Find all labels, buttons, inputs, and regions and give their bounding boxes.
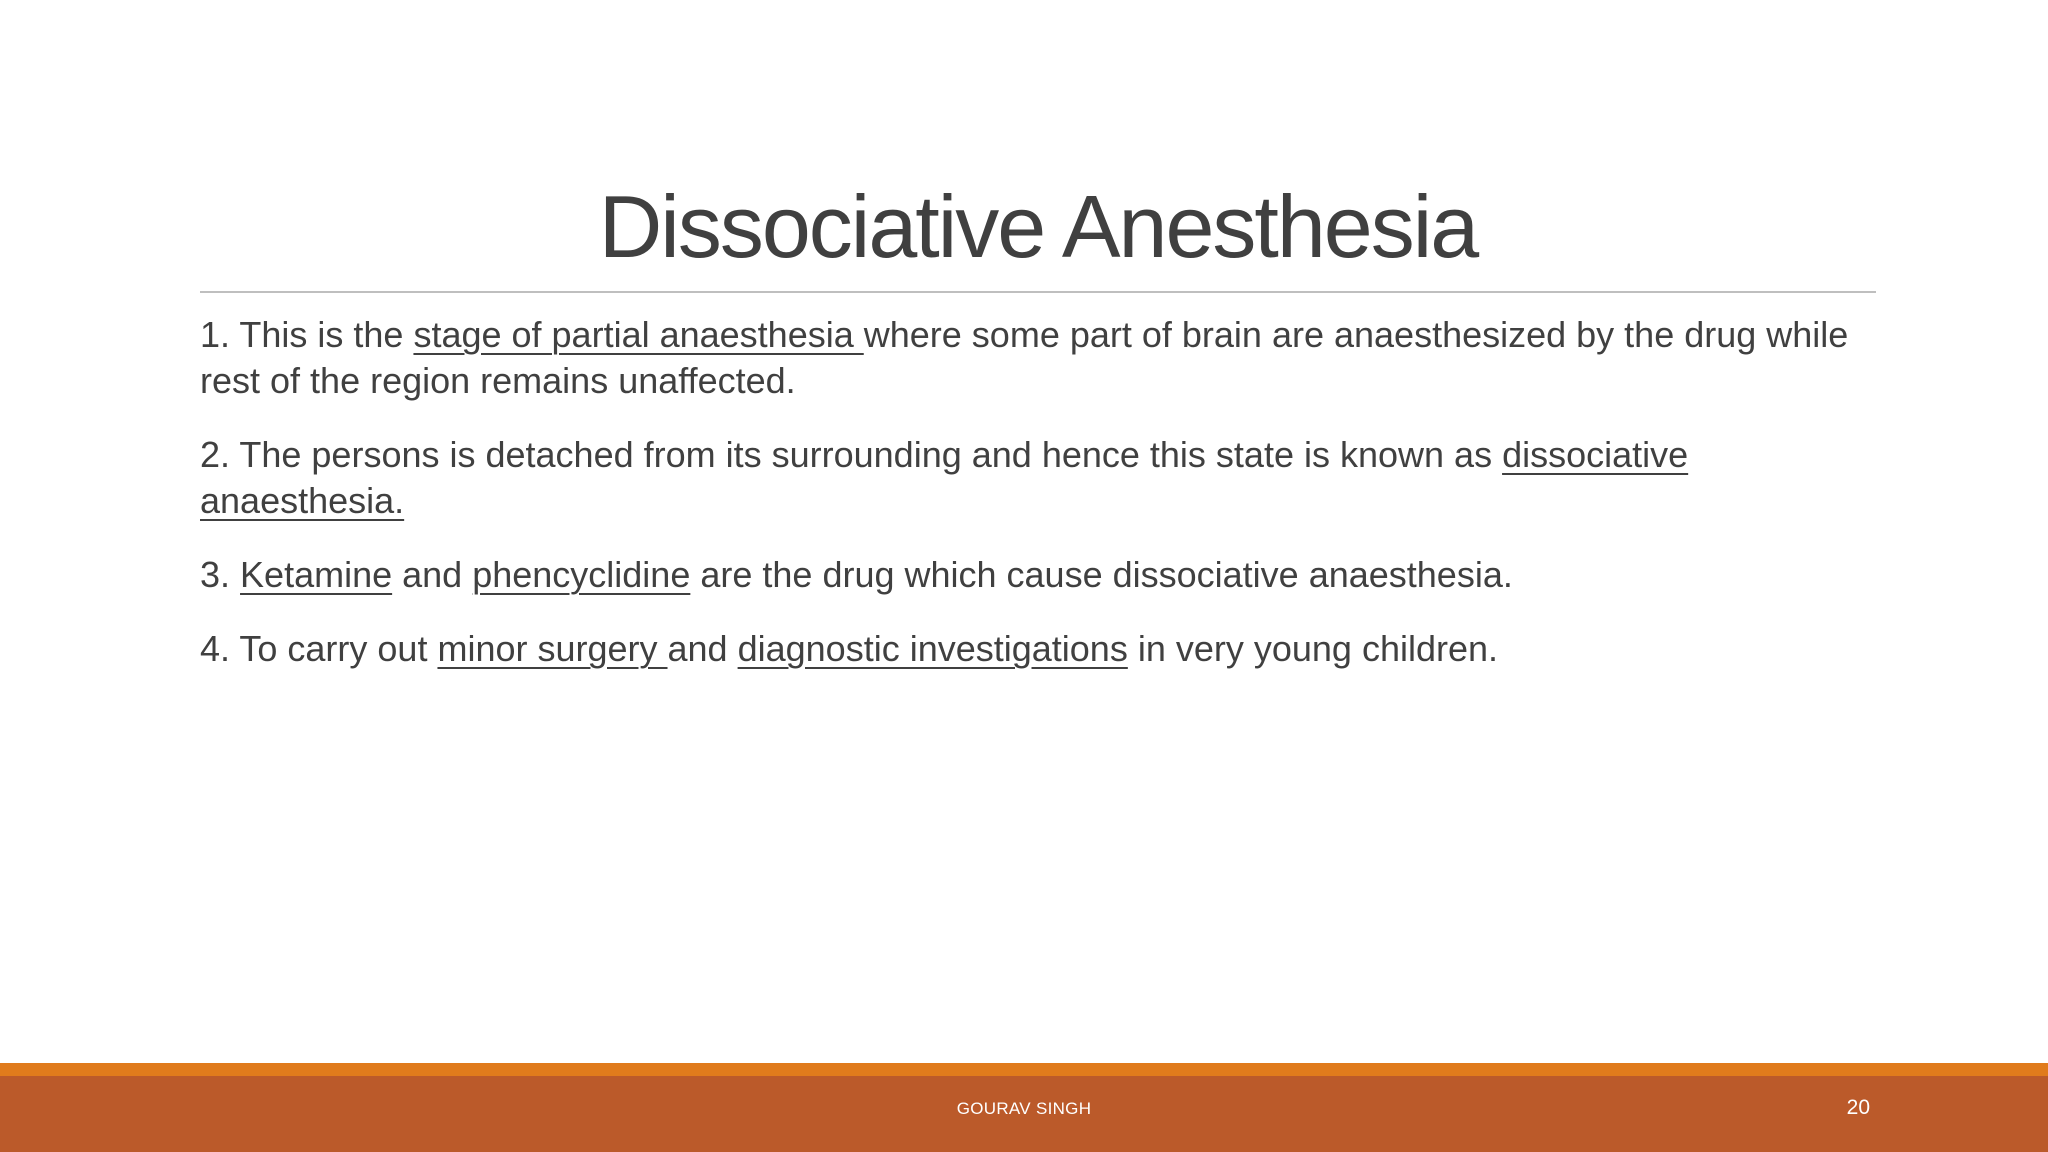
point-3-text: and xyxy=(392,554,473,595)
point-3-underlined-term: phencyclidine xyxy=(472,554,691,595)
point-1 xyxy=(200,312,1876,404)
point-4-text: and xyxy=(667,628,738,669)
point-3 xyxy=(200,552,1876,598)
slide-title: Dissociative Anesthesia xyxy=(598,177,1478,276)
point-2-underlined-term: dissociative anaesthesia. xyxy=(200,434,1689,521)
page-number: 20 xyxy=(1846,1096,1870,1119)
point-2-text: 2. The persons is detached from its surrounding and hence this state is known as xyxy=(200,434,1503,475)
point-1-underlined-term: stage of partial anaesthesia xyxy=(413,314,864,355)
slide-body xyxy=(200,312,1876,700)
title-divider xyxy=(200,291,1876,293)
point-1-text: where some part of brain are anaesthesized by the drug while rest of the region remains unaffected. xyxy=(200,314,1849,401)
point-4-underlined-term: minor surgery xyxy=(437,628,668,669)
point-2 xyxy=(200,432,1876,524)
point-3-text: are the drug which cause dissociative anaesthesia. xyxy=(690,554,1513,595)
point-4-underlined-term: diagnostic investigations xyxy=(737,628,1128,669)
point-3-text: 3. xyxy=(200,554,241,595)
footer-author: GOURAV SINGH xyxy=(956,1099,1092,1118)
point-1-text: 1. This is the xyxy=(200,314,414,355)
footer xyxy=(0,1076,2048,1152)
point-4 xyxy=(200,626,1876,672)
point-4-text: 4. To carry out xyxy=(200,628,438,669)
point-4-text: in very young children. xyxy=(1127,628,1499,669)
footer-accent-stripe xyxy=(0,1063,2048,1076)
point-3-underlined-term: Ketamine xyxy=(240,554,393,595)
